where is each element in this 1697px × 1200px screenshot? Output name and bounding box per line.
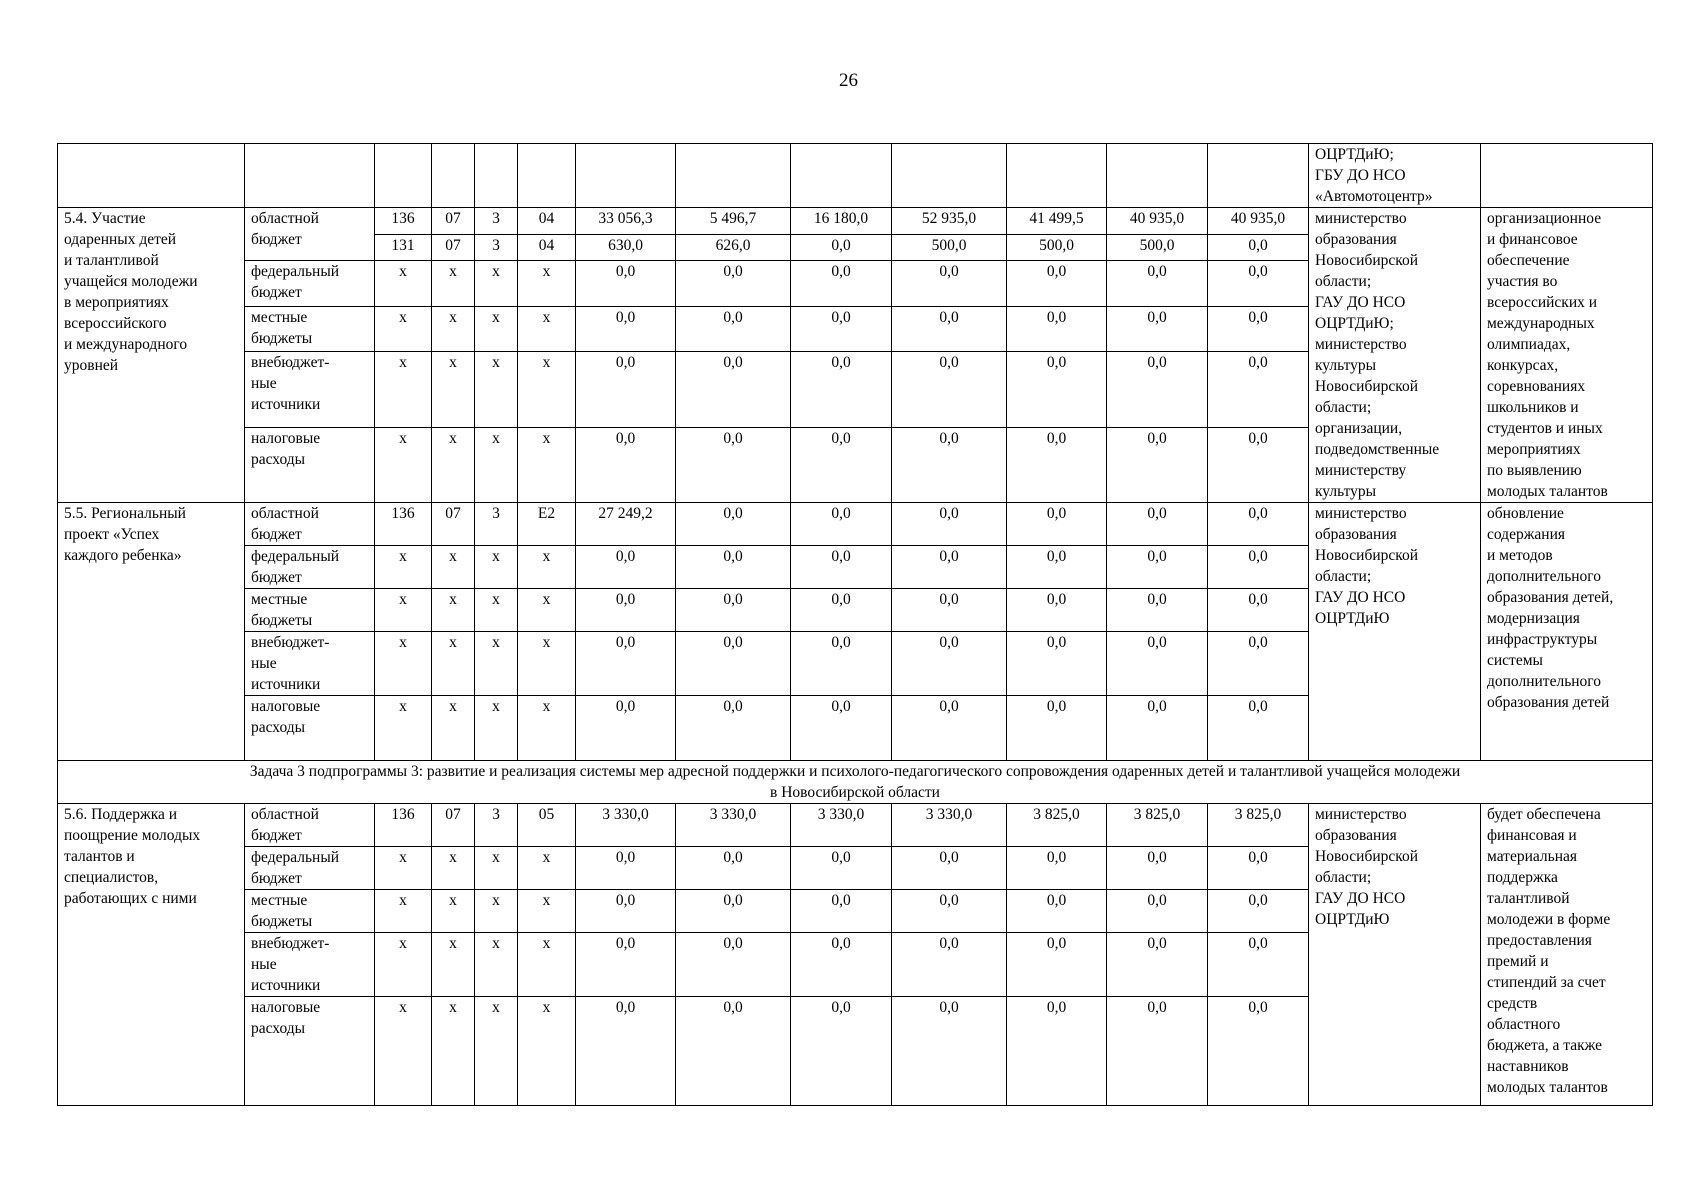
empty-cell — [892, 144, 1007, 208]
amount-cell: 0,0 — [1208, 997, 1309, 1106]
budget-code-cell: 04 — [518, 208, 576, 235]
budget-code-cell: 07 — [432, 804, 475, 847]
amount-cell: 0,0 — [1007, 589, 1107, 632]
budget-code-cell: 136 — [375, 804, 432, 847]
budget-code-cell: Е2 — [518, 503, 576, 546]
budget-code-cell: 3 — [475, 503, 518, 546]
budget-code-cell: х — [432, 589, 475, 632]
amount-cell: 0,0 — [1208, 589, 1309, 632]
table-row — [58, 208, 1653, 235]
amount-cell: 0,0 — [791, 696, 892, 761]
amount-cell: 3 330,0 — [892, 804, 1007, 847]
amount-cell: 0,0 — [1007, 546, 1107, 589]
measure-name: 5.4. Участие одаренных детей и талантливой учащейся молодежи в мероприятиях всероссийского и международного уровней — [58, 208, 245, 503]
amount-cell: 0,0 — [1007, 261, 1107, 307]
funding-source: областной бюджет — [245, 804, 375, 847]
amount-cell: 5 496,7 — [676, 208, 791, 235]
amount-cell: 0,0 — [791, 503, 892, 546]
amount-cell: 0,0 — [1107, 890, 1208, 933]
amount-cell: 0,0 — [1107, 589, 1208, 632]
budget-code-cell: х — [432, 352, 475, 427]
amount-cell: 0,0 — [576, 632, 676, 696]
amount-cell: 41 499,5 — [1007, 208, 1107, 235]
amount-cell: 0,0 — [791, 890, 892, 933]
amount-cell: 0,0 — [1007, 632, 1107, 696]
budget-code-cell: х — [375, 933, 432, 997]
budget-code-cell: х — [375, 890, 432, 933]
amount-cell: 0,0 — [576, 352, 676, 427]
result-cell: обновление содержания и методов дополнительного образования детей, модернизация инфраструктуры системы дополнительного образования детей — [1481, 503, 1653, 761]
amount-cell: 0,0 — [1107, 261, 1208, 307]
budget-code-cell: х — [518, 306, 576, 352]
budget-code-cell: х — [475, 352, 518, 427]
amount-cell: 0,0 — [1107, 352, 1208, 427]
amount-cell: 0,0 — [676, 306, 791, 352]
amount-cell: 0,0 — [676, 503, 791, 546]
amount-cell: 500,0 — [1107, 234, 1208, 261]
amount-cell: 0,0 — [1007, 427, 1107, 502]
budget-code-cell: х — [432, 306, 475, 352]
budget-code-cell: х — [375, 352, 432, 427]
funding-source: федеральный бюджет — [245, 847, 375, 890]
budget-code-cell: х — [432, 997, 475, 1106]
amount-cell: 0,0 — [676, 997, 791, 1106]
budget-code-cell: х — [432, 261, 475, 307]
budget-code-cell: 131 — [375, 234, 432, 261]
amount-cell: 0,0 — [676, 890, 791, 933]
funding-source: внебюджет- ные источники — [245, 352, 375, 427]
funding-source: областной бюджет — [245, 208, 375, 261]
amount-cell: 0,0 — [1007, 933, 1107, 997]
empty-cell — [1208, 144, 1309, 208]
amount-cell: 0,0 — [1007, 696, 1107, 761]
budget-code-cell: 136 — [375, 208, 432, 235]
amount-cell: 0,0 — [1208, 503, 1309, 546]
amount-cell: 0,0 — [1107, 546, 1208, 589]
budget-code-cell: х — [475, 890, 518, 933]
budget-code-cell: х — [432, 890, 475, 933]
empty-cell — [791, 144, 892, 208]
amount-cell: 0,0 — [791, 546, 892, 589]
amount-cell: 33 056,3 — [576, 208, 676, 235]
amount-cell: 0,0 — [676, 933, 791, 997]
amount-cell: 0,0 — [576, 890, 676, 933]
amount-cell: 0,0 — [1007, 352, 1107, 427]
result-cell: организационное и финансовое обеспечение участия во всероссийских и международных олимпиадах, конкурсах, соревнованиях школьников и студентов и иных мероприятиях по выявлению молодых талантов — [1481, 208, 1653, 503]
amount-cell: 0,0 — [1007, 890, 1107, 933]
amount-cell: 0,0 — [1007, 306, 1107, 352]
funding-source: налоговые расходы — [245, 997, 375, 1106]
budget-code-cell: х — [375, 696, 432, 761]
budget-code-cell: х — [375, 546, 432, 589]
amount-cell: 0,0 — [791, 261, 892, 307]
program-table — [57, 143, 1653, 1106]
budget-code-cell: х — [475, 632, 518, 696]
amount-cell: 0,0 — [676, 427, 791, 502]
budget-code-cell: х — [432, 847, 475, 890]
funding-source: местные бюджеты — [245, 890, 375, 933]
budget-code-cell: х — [375, 997, 432, 1106]
budget-code-cell: х — [475, 847, 518, 890]
amount-cell: 0,0 — [676, 546, 791, 589]
funding-source: внебюджет- ные источники — [245, 933, 375, 997]
amount-cell: 27 249,2 — [576, 503, 676, 546]
amount-cell: 0,0 — [892, 997, 1007, 1106]
empty-cell — [1007, 144, 1107, 208]
budget-code-cell: 136 — [375, 503, 432, 546]
amount-cell: 0,0 — [892, 503, 1007, 546]
amount-cell: 0,0 — [576, 589, 676, 632]
amount-cell: 0,0 — [1208, 234, 1309, 261]
amount-cell: 0,0 — [576, 427, 676, 502]
amount-cell: 0,0 — [791, 589, 892, 632]
amount-cell: 0,0 — [576, 997, 676, 1106]
budget-code-cell: х — [375, 427, 432, 502]
funding-source: федеральный бюджет — [245, 546, 375, 589]
empty-cell — [576, 144, 676, 208]
amount-cell: 0,0 — [791, 933, 892, 997]
amount-cell: 0,0 — [576, 847, 676, 890]
budget-code-cell: 04 — [518, 234, 576, 261]
funding-source: внебюджет- ные источники — [245, 632, 375, 696]
budget-code-cell: х — [518, 890, 576, 933]
amount-cell: 0,0 — [892, 890, 1007, 933]
amount-cell: 0,0 — [1007, 997, 1107, 1106]
task-row — [58, 761, 1653, 804]
budget-code-cell: х — [518, 427, 576, 502]
empty-cell — [375, 144, 432, 208]
budget-code-cell: х — [518, 589, 576, 632]
result-cell: будет обеспечена финансовая и материальная поддержка талантливой молодежи в форме предоставления премий и стипендий за счет средств областного бюджета, а также наставников молодых талантов — [1481, 804, 1653, 1106]
amount-cell: 16 180,0 — [791, 208, 892, 235]
empty-cell — [1107, 144, 1208, 208]
amount-cell: 52 935,0 — [892, 208, 1007, 235]
empty-cell — [676, 144, 791, 208]
empty-cell — [475, 144, 518, 208]
amount-cell: 0,0 — [676, 352, 791, 427]
amount-cell: 0,0 — [1107, 997, 1208, 1106]
measure-name: 5.5. Региональный проект «Успех каждого ребенка» — [58, 503, 245, 761]
budget-code-cell: х — [475, 261, 518, 307]
budget-code-cell: х — [375, 589, 432, 632]
executor-cell: министерство образования Новосибирской области; ГАУ ДО НСО ОЦРТДиЮ; министерство культуры Новосибирской области; организации, подведомственные министерству культуры — [1309, 208, 1481, 503]
budget-code-cell: х — [475, 306, 518, 352]
amount-cell: 0,0 — [1107, 632, 1208, 696]
amount-cell: 40 935,0 — [1208, 208, 1309, 235]
amount-cell: 630,0 — [576, 234, 676, 261]
budget-code-cell: х — [375, 847, 432, 890]
amount-cell: 3 330,0 — [791, 804, 892, 847]
funding-source: налоговые расходы — [245, 427, 375, 502]
amount-cell: 0,0 — [892, 933, 1007, 997]
funding-source: областной бюджет — [245, 503, 375, 546]
table-row — [58, 804, 1653, 847]
amount-cell: 0,0 — [676, 632, 791, 696]
budget-code-cell: х — [475, 546, 518, 589]
budget-code-cell: х — [518, 546, 576, 589]
budget-code-cell: х — [432, 546, 475, 589]
amount-cell: 0,0 — [1208, 632, 1309, 696]
amount-cell: 0,0 — [1208, 696, 1309, 761]
budget-code-cell: 07 — [432, 234, 475, 261]
amount-cell: 0,0 — [1208, 352, 1309, 427]
amount-cell: 0,0 — [892, 589, 1007, 632]
amount-cell: 0,0 — [576, 933, 676, 997]
budget-code-cell: х — [475, 589, 518, 632]
measure-name: 5.6. Поддержка и поощрение молодых талантов и специалистов, работающих с ними — [58, 804, 245, 1106]
budget-code-cell: 3 — [475, 804, 518, 847]
amount-cell: 0,0 — [576, 546, 676, 589]
budget-code-cell: х — [432, 933, 475, 997]
executor-cell: министерство образования Новосибирской области; ГАУ ДО НСО ОЦРТДиЮ — [1309, 804, 1481, 1106]
amount-cell: 3 330,0 — [576, 804, 676, 847]
budget-code-cell: 05 — [518, 804, 576, 847]
amount-cell: 0,0 — [576, 306, 676, 352]
amount-cell: 500,0 — [892, 234, 1007, 261]
budget-code-cell: х — [518, 847, 576, 890]
amount-cell: 0,0 — [791, 847, 892, 890]
amount-cell: 3 825,0 — [1107, 804, 1208, 847]
continuation-row — [58, 144, 1653, 208]
amount-cell: 0,0 — [791, 234, 892, 261]
budget-code-cell: х — [475, 427, 518, 502]
budget-code-cell: х — [518, 632, 576, 696]
amount-cell: 0,0 — [892, 546, 1007, 589]
funding-source: налоговые расходы — [245, 696, 375, 761]
budget-code-cell: х — [432, 696, 475, 761]
amount-cell: 0,0 — [892, 427, 1007, 502]
amount-cell: 626,0 — [676, 234, 791, 261]
amount-cell: 0,0 — [1107, 427, 1208, 502]
amount-cell: 0,0 — [1107, 933, 1208, 997]
budget-code-cell: 07 — [432, 208, 475, 235]
executor-cell: министерство образования Новосибирской области; ГАУ ДО НСО ОЦРТДиЮ — [1309, 503, 1481, 761]
amount-cell: 3 330,0 — [676, 804, 791, 847]
amount-cell: 0,0 — [892, 261, 1007, 307]
amount-cell: 0,0 — [1107, 696, 1208, 761]
budget-code-cell: х — [475, 997, 518, 1106]
funding-source: местные бюджеты — [245, 306, 375, 352]
amount-cell: 0,0 — [791, 997, 892, 1106]
amount-cell: 0,0 — [892, 847, 1007, 890]
budget-code-cell: х — [518, 696, 576, 761]
amount-cell: 0,0 — [676, 696, 791, 761]
amount-cell: 0,0 — [676, 847, 791, 890]
empty-cell — [58, 144, 245, 208]
amount-cell: 500,0 — [1007, 234, 1107, 261]
amount-cell: 0,0 — [1208, 847, 1309, 890]
amount-cell: 0,0 — [576, 696, 676, 761]
budget-code-cell: 3 — [475, 208, 518, 235]
amount-cell: 0,0 — [791, 306, 892, 352]
empty-cell — [518, 144, 576, 208]
amount-cell: 0,0 — [676, 589, 791, 632]
funding-source: местные бюджеты — [245, 589, 375, 632]
amount-cell: 0,0 — [791, 632, 892, 696]
budget-code-cell: х — [475, 696, 518, 761]
budget-code-cell: х — [518, 352, 576, 427]
amount-cell: 0,0 — [1107, 847, 1208, 890]
table-row — [58, 503, 1653, 546]
budget-code-cell: х — [375, 632, 432, 696]
budget-code-cell: х — [518, 933, 576, 997]
budget-code-cell: х — [432, 427, 475, 502]
budget-code-cell: х — [432, 632, 475, 696]
amount-cell: 0,0 — [1208, 890, 1309, 933]
task-heading: Задача 3 подпрограммы 3: развитие и реализация системы мер адресной поддержки и психолого-педагогического сопровождения одаренных детей и талантливой учащейся молодежи в Новосибирской области — [58, 761, 1653, 804]
amount-cell: 0,0 — [1208, 933, 1309, 997]
amount-cell: 40 935,0 — [1107, 208, 1208, 235]
amount-cell: 0,0 — [576, 261, 676, 307]
amount-cell: 0,0 — [1208, 261, 1309, 307]
empty-cell — [245, 144, 375, 208]
amount-cell: 0,0 — [892, 306, 1007, 352]
funding-source: федеральный бюджет — [245, 261, 375, 307]
amount-cell: 0,0 — [892, 696, 1007, 761]
page-number: 26 — [839, 70, 858, 91]
amount-cell: 0,0 — [791, 352, 892, 427]
budget-code-cell: 3 — [475, 234, 518, 261]
result-cell — [1481, 144, 1653, 208]
executor-cell: ОЦРТДиЮ; ГБУ ДО НСО «Автомотоцентр» — [1309, 144, 1481, 208]
amount-cell: 3 825,0 — [1208, 804, 1309, 847]
budget-code-cell: х — [475, 933, 518, 997]
amount-cell: 0,0 — [1107, 306, 1208, 352]
amount-cell: 3 825,0 — [1007, 804, 1107, 847]
amount-cell: 0,0 — [1208, 546, 1309, 589]
budget-code-cell: х — [518, 997, 576, 1106]
budget-code-cell: х — [375, 261, 432, 307]
amount-cell: 0,0 — [1208, 427, 1309, 502]
budget-code-cell: х — [518, 261, 576, 307]
empty-cell — [432, 144, 475, 208]
amount-cell: 0,0 — [892, 632, 1007, 696]
amount-cell: 0,0 — [791, 427, 892, 502]
amount-cell: 0,0 — [676, 261, 791, 307]
amount-cell: 0,0 — [1007, 847, 1107, 890]
amount-cell: 0,0 — [1007, 503, 1107, 546]
amount-cell: 0,0 — [1208, 306, 1309, 352]
amount-cell: 0,0 — [1107, 503, 1208, 546]
budget-code-cell: 07 — [432, 503, 475, 546]
amount-cell: 0,0 — [892, 352, 1007, 427]
budget-code-cell: х — [375, 306, 432, 352]
